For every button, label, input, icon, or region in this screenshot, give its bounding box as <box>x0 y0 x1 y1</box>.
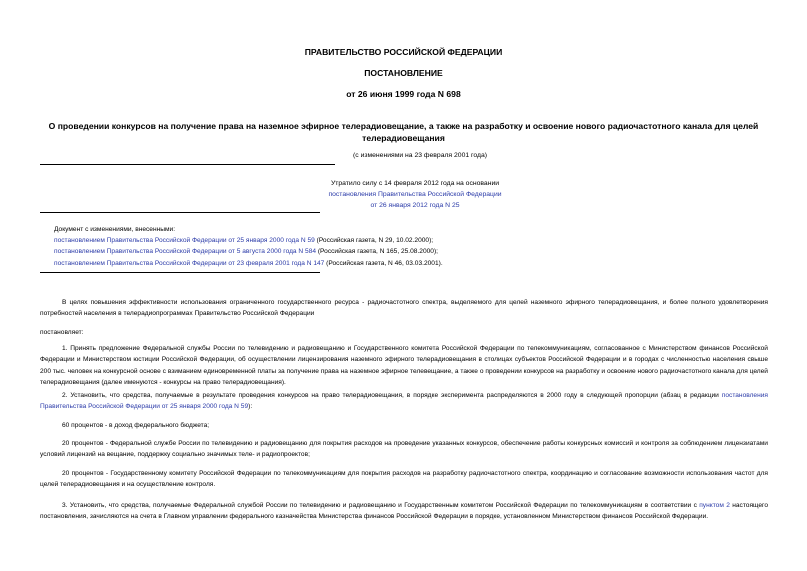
change-source: (Российская газета, N 165, 25.08.2000); <box>316 248 439 256</box>
paragraph-3-text: 3. Установить, что средства, получаемые Федеральной службой России по телевидению и радиовещанию и Государственным комитетом Российской Федерации по телекоммуникациям в соответствии с <box>62 502 700 509</box>
change-item <box>54 258 443 269</box>
document-date: от 26 июня 1999 года N 698 <box>346 89 461 99</box>
amendment-note: (с изменениями на 23 февраля 2001 года) <box>353 152 487 159</box>
paragraph-2b: 20 процентов - Федеральной службе России по телевидению и радиовещанию для покрытия расходов на проведение указанных конкурсов, обеспечение работы конкурсных комиссий и контроля за соблюдением лицензиатами условий лицензий на вещание, поддержку социально значимых теле- и радиопроектов; <box>40 440 768 459</box>
document-type: ПОСТАНОВЛЕНИЕ <box>364 68 443 78</box>
repeal-link-2[interactable]: от 26 января 2012 года N 25 <box>370 202 460 209</box>
repeal-link-1[interactable]: постановления Правительства Российской Федерации <box>328 191 502 198</box>
paragraph-3-link[interactable]: пунктом 2 <box>699 502 730 509</box>
divider <box>40 164 335 165</box>
divider <box>40 212 320 213</box>
decrees-paragraph: постановляет: <box>40 329 84 336</box>
preamble-paragraph: В целях повышения эффективности использования ограниченного государственного ресурса - радиочастотного спектра, выделяемого для целей наземного эфирного телерадиовещания, и более полного удовлетворения потребностей населения в телерадиопрограммах Правительство Российской Федерации <box>40 299 768 318</box>
changes-intro: Документ с изменениями, внесенными: <box>54 226 176 233</box>
paragraph-2c: 20 процентов - Государственному комитету Российской Федерации по телекоммуникациям для покрытия расходов на разработку радиочастотного спектра, координацию и согласование возможности использования частот для целей телерадиовещания и на осуществление контроля. <box>40 470 768 489</box>
changes-block <box>54 224 443 269</box>
paragraph-2-end: ): <box>248 403 253 411</box>
paragraph-2-text: 2. Установить, что средства, получаемые в результате проведения конкурсов на право телерадиовещания, в порядке эксперимента распределяются в 2000 году в следующей пропорции (абзац в редакции <box>62 392 722 399</box>
document-title: О проведении конкурсов на получение права на наземное эфирное телерадиовещание, а также на разработку и освоение нового радиочастотного канала для целей телерадиовещания <box>48 121 759 143</box>
divider <box>40 272 320 273</box>
paragraph-2-link[interactable]: постановления Правительства Российской Федерации от 25 января 2000 года N 59 <box>40 392 768 411</box>
repeal-notice <box>250 178 580 211</box>
change-item <box>54 235 443 246</box>
change-link[interactable]: постановлением Правительства Российской Федерации от 23 февраля 2001 года N 147 <box>54 259 325 267</box>
paragraph-3 <box>40 500 768 523</box>
paragraph-2 <box>40 390 768 413</box>
change-link[interactable]: постановлением Правительства Российской Федерации от 5 августа 2000 года N 584 <box>54 248 317 256</box>
change-link[interactable]: постановлением Правительства Российской Федерации от 25 января 2000 года N 59 <box>54 237 315 245</box>
paragraph-2a: 60 процентов - в доход федерального бюджета; <box>62 422 210 429</box>
change-source: (Российская газета, N 29, 10.02.2000); <box>314 237 434 245</box>
change-source: (Российская газета, N 46, 03.03.2001). <box>324 259 443 267</box>
paragraph-1: 1. Принять предложение Федеральной службы России по телевидению и радиовещанию и Государственного комитета Российской Федерации по телекоммуникациям, согласованное с Министерством финансов Российской Федерации и Министерством юстиции Российской Федерации, об осуществлении лицензирования наземного эфирного телерадиовещания в столицах субъектов Российской Федерации и в городах с численностью населения свыше 200 тыс. человек на конкурсной основе с взиманием единовременной платы за получение права на наземное эфирное телевещание, а также о проведении конкурсов на разработку и освоение нового радиочастотного канала для целей телерадиовещания (далее именуются - конкурсы на право телерадиовещания). <box>40 345 768 387</box>
change-item <box>54 246 443 257</box>
government-heading: ПРАВИТЕЛЬСТВО РОССИЙСКОЙ ФЕДЕРАЦИИ <box>304 47 503 57</box>
repeal-text: Утратило силу с 14 февраля 2012 года на основании <box>330 180 500 187</box>
paragraph-3-end: настоящего постановления, зачисляются на счета в Главном управлении федерального казначейства Министерства финансов Российской Федерации в порядке, установленном Министерством финансов Российской Федерации. <box>40 502 768 521</box>
